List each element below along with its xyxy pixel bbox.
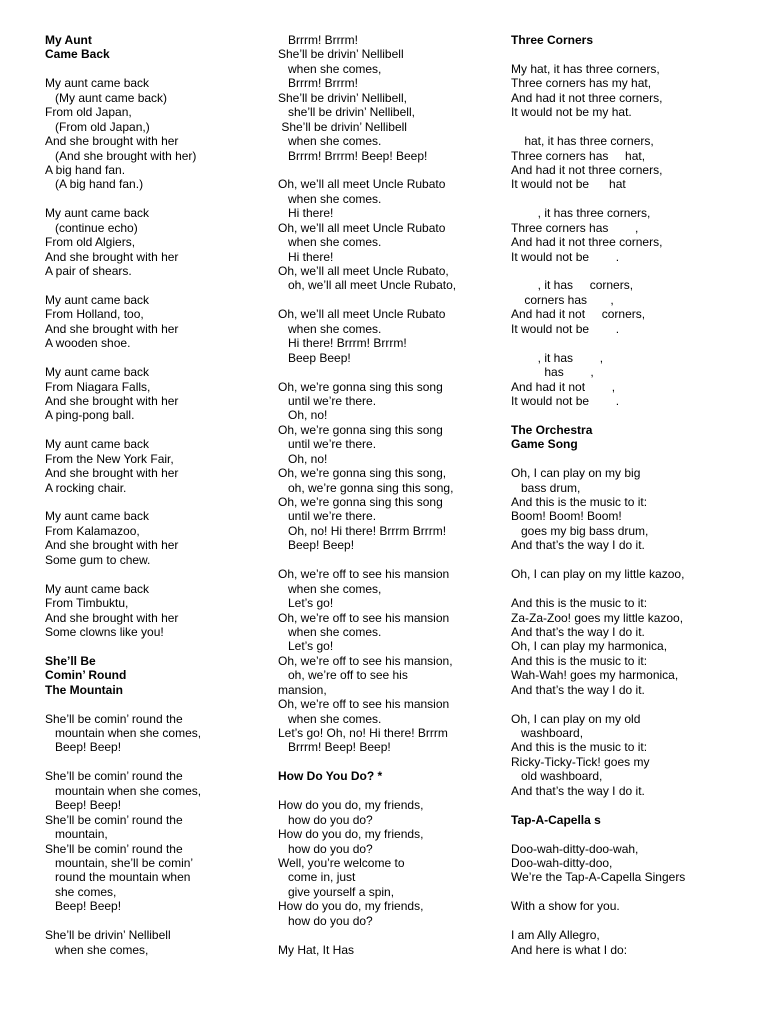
lyric-line: Oh, I can play my harmonica, [511, 639, 668, 654]
lyric-line: And had it not , [511, 379, 616, 394]
lyric-line: , it has , [511, 350, 604, 365]
blank-line [278, 553, 493, 567]
lyric-line: A pair of shears. [45, 264, 132, 278]
lyric-line: She’ll be drivin’ Nellibell [278, 119, 407, 134]
lyric-line: Three corners has my hat, [511, 76, 652, 91]
lyric-line: Oh, I can play on my big [511, 466, 641, 481]
lyric-line: mansion, [278, 682, 327, 697]
blank-line [45, 351, 260, 365]
lyric-line: round the mountain when [45, 870, 191, 885]
blank-line [278, 928, 493, 942]
lyric-line: Oh, we’re gonna sing this song, [278, 466, 447, 481]
lyric-line: has , [511, 365, 594, 380]
column-right [511, 33, 751, 957]
lyric-line: mountain, [45, 827, 108, 842]
song-title: How Do You Do? * [278, 769, 383, 784]
lyric-line: hat, it has three corners, [511, 134, 654, 149]
lyric-line: And she brought with her [45, 466, 179, 481]
lyric-line: washboard, [511, 726, 584, 740]
lyric-line: she’ll be drivin’ Nellibell, [278, 105, 415, 120]
lyric-line: Ricky-Ticky-Tick! goes my [511, 754, 650, 769]
lyric-line: And that’s the way I do it. [511, 538, 645, 553]
blank-line [45, 423, 260, 437]
blank-line [278, 163, 493, 177]
lyric-line: Hi there! [278, 249, 334, 264]
lyric-line: Beep Beep! [278, 350, 351, 365]
lyric-line: And that’s the way I do it. [511, 624, 645, 639]
lyric-line: With a show for you. [511, 899, 620, 914]
song-title: My Aunt [45, 33, 92, 47]
lyric-line: And had it not corners, [511, 307, 646, 322]
lyric-line: And she brought with her [45, 134, 179, 149]
lyric-line: until we’re there. [278, 393, 377, 408]
blank-line [511, 885, 751, 899]
blank-line [511, 120, 751, 134]
lyric-line: when she comes, [278, 61, 382, 76]
lyric-line: Oh, I can play on my little kazoo, [511, 567, 685, 582]
lyric-line: Some gum to chew. [45, 552, 151, 567]
lyric-line: I am Ally Allegro, [511, 928, 600, 943]
lyric-line: Hi there! [278, 206, 334, 221]
lyric-line: Beep! Beep! [45, 899, 122, 914]
blank-line [45, 755, 260, 769]
lyric-line: Hi there! Brrrm! Brrrm! [278, 336, 407, 351]
lyric-line: My aunt came back [45, 365, 150, 380]
lyric-line: Let’s go! [278, 639, 334, 654]
song-title: The Mountain [45, 682, 123, 697]
blank-line [45, 192, 260, 206]
blank-line [511, 264, 751, 278]
lyric-line: It would not be my hat. [511, 105, 632, 120]
lyric-line: mountain, she’ll be comin’ [45, 855, 194, 870]
lyric-line: Beep! Beep! [278, 538, 355, 553]
lyric-line: And she brought with her [45, 610, 179, 625]
lyric-line: And this is the music to it: [511, 596, 648, 611]
lyric-line: oh, we’ll all meet Uncle Rubato, [278, 278, 457, 293]
lyric-line: (From old Japan,) [45, 119, 150, 134]
lyric-line: (And she brought with her) [45, 148, 197, 163]
song-title: She’ll Be [45, 653, 96, 668]
lyric-line: Beep! Beep! [45, 740, 122, 755]
lyric-line: Oh, we’re off to see his mansion [278, 567, 450, 582]
lyric-line: Oh, I can play on my old [511, 711, 641, 726]
lyric-line: when she comes. [278, 191, 382, 206]
blank-line [45, 639, 260, 653]
song-title: The Orchestra [511, 422, 593, 437]
lyric-line: Doo-wah-ditty-doo, [511, 855, 613, 870]
lyric-line: A ping-pong ball. [45, 408, 135, 423]
lyric-line: when she comes. [278, 235, 382, 250]
lyric-line: And had it not three corners, [511, 235, 663, 250]
lyric-line: Let’s go! [278, 596, 334, 611]
lyric-line: From Timbuktu, [45, 596, 129, 611]
lyric-line: It would not be . [511, 249, 620, 264]
column-left [45, 33, 260, 957]
lyric-line: From the New York Fair, [45, 451, 174, 466]
lyric-line: And that’s the way I do it. [511, 783, 645, 798]
lyric-line: Brrrm! Brrrm! [278, 33, 358, 47]
blank-line [45, 914, 260, 928]
blank-line [278, 784, 493, 798]
lyric-line: My aunt came back [45, 76, 150, 91]
lyric-line: Oh, we’re gonna sing this song [278, 379, 443, 394]
lyric-line: My Hat, It Has [278, 942, 355, 957]
lyric-line: until we’re there. [278, 437, 377, 452]
lyric-line: Oh, we’ll all meet Uncle Rubato [278, 307, 446, 322]
blank-line [511, 914, 751, 928]
lyric-line: when she comes. [278, 134, 382, 149]
lyric-line: From Niagara Falls, [45, 379, 151, 394]
lyric-line: It would not be hat [511, 177, 626, 192]
lyric-line: Wah-Wah! goes my harmonica, [511, 668, 679, 683]
lyric-line: How do you do, my friends, [278, 827, 424, 842]
song-title: Comin’ Round [45, 668, 127, 683]
lyric-line: And had it not three corners, [511, 162, 663, 177]
blank-line [511, 798, 751, 812]
lyric-line: Brrrm! Brrrm! [278, 76, 358, 91]
lyric-line: Oh, we’re off to see his mansion, [278, 653, 453, 668]
lyric-line: My aunt came back [45, 509, 150, 524]
blank-line [278, 365, 493, 379]
lyric-line: She’ll be comin’ round the [45, 769, 183, 784]
lyric-line: Some clowns like you! [45, 624, 164, 639]
lyric-line: mountain when she comes, [45, 783, 202, 798]
lyric-line: How do you do, my friends, [278, 798, 424, 813]
lyric-line: She’ll be comin’ round the [45, 711, 183, 726]
blank-line [511, 827, 751, 841]
lyric-line: Beep! Beep! [45, 798, 122, 813]
lyric-line: A wooden shoe. [45, 336, 131, 351]
lyric-line: And this is the music to it: [511, 653, 648, 668]
lyric-line: when she comes, [278, 581, 382, 596]
lyric-line: until we’re there. [278, 509, 377, 524]
lyric-line: give yourself a spin, [278, 884, 395, 899]
lyric-line: when she comes. [278, 624, 382, 639]
blank-line [511, 582, 751, 596]
lyric-line: And this is the music to it: [511, 495, 648, 509]
blank-line [45, 567, 260, 581]
lyric-line: when she comes, [45, 942, 149, 957]
lyric-line: She’ll be drivin’ Nellibell, [278, 90, 407, 105]
lyric-line: how do you do? [278, 841, 373, 856]
lyric-line: when she comes. [278, 711, 382, 726]
lyric-line: Brrrm! Beep! Beep! [278, 740, 391, 755]
lyric-line: My aunt came back [45, 581, 150, 596]
lyric-line: Three corners has hat, [511, 148, 646, 163]
lyric-line: Let’s go! Oh, no! Hi there! Brrrm [278, 726, 448, 740]
lyric-line: how do you do? [278, 812, 373, 827]
lyric-line: Boom! Boom! Boom! [511, 509, 622, 524]
lyric-line: She’ll be comin’ round the [45, 841, 183, 856]
blank-line [511, 697, 751, 711]
lyric-line: She’ll be drivin’ Nellibell [278, 47, 404, 62]
song-title: Three Corners [511, 33, 594, 47]
song-title: Tap-A-Capella s [511, 812, 601, 827]
lyric-line: From Kalamazoo, [45, 523, 140, 538]
lyric-line: goes my big bass drum, [511, 523, 649, 538]
lyric-line: My aunt came back [45, 292, 150, 307]
lyric-line: Oh, no! [278, 451, 328, 466]
lyric-line: oh, we’re gonna sing this song, [278, 480, 454, 495]
lyric-line: How do you do, my friends, [278, 899, 424, 914]
lyric-line: (continue echo) [45, 220, 138, 235]
lyric-line: And she brought with her [45, 538, 179, 553]
blank-line [511, 553, 751, 567]
lyric-line: Oh, no! Hi there! Brrrm Brrrm! [278, 523, 447, 538]
lyric-line: My aunt came back [45, 437, 150, 452]
lyric-line: She’ll be drivin’ Nellibell [45, 928, 171, 943]
lyric-line: , it has corners, [511, 278, 634, 293]
blank-line [45, 62, 260, 76]
column-middle [278, 33, 493, 957]
lyric-line: And here is what I do: [511, 942, 628, 957]
lyric-line: Za-Za-Zoo! goes my little kazoo, [511, 610, 684, 625]
lyric-line: (My aunt came back) [45, 90, 168, 105]
lyric-line: Oh, we’ll all meet Uncle Rubato, [278, 264, 449, 278]
lyric-line: And had it not three corners, [511, 90, 663, 105]
song-title: Game Song [511, 437, 578, 452]
lyric-line: And she brought with her [45, 393, 179, 408]
lyric-line: She’ll be comin’ round the [45, 812, 183, 827]
lyric-line: And she brought with her [45, 249, 179, 264]
lyric-line: Oh, we’ll all meet Uncle Rubato [278, 177, 446, 192]
lyric-line: , it has three corners, [511, 206, 651, 221]
blank-line [278, 293, 493, 307]
blank-line [278, 755, 493, 769]
lyric-line: And that’s the way I do it. [511, 682, 645, 697]
blank-line [511, 336, 751, 350]
lyric-line: A rocking chair. [45, 480, 127, 495]
lyric-line: (A big hand fan.) [45, 177, 144, 192]
lyric-line: Oh, we’re off to see his mansion [278, 610, 450, 625]
lyric-line: Oh, we’re off to see his mansion [278, 697, 450, 712]
lyric-line: And this is the music to it: [511, 740, 648, 755]
lyric-line: come in, just [278, 870, 356, 885]
lyric-line: My aunt came back [45, 206, 150, 221]
lyric-line: old washboard, [511, 769, 603, 784]
blank-line [511, 408, 751, 422]
lyric-line: My hat, it has three corners, [511, 61, 660, 76]
lyric-line: And she brought with her [45, 321, 179, 336]
lyric-line: From Holland, too, [45, 307, 144, 322]
blank-line [45, 697, 260, 711]
lyric-line: A big hand fan. [45, 162, 126, 177]
lyric-line: Brrrm! Brrrm! Beep! Beep! [278, 148, 428, 163]
blank-line [45, 278, 260, 292]
lyric-line: oh, we’re off to see his [278, 668, 408, 683]
lyric-line: Well, you’re welcome to [278, 855, 405, 870]
lyric-line: corners has , [511, 292, 614, 307]
blank-line [511, 452, 751, 466]
lyric-line: From old Algiers, [45, 235, 136, 250]
blank-line [45, 495, 260, 509]
lyric-line: mountain when she comes, [45, 726, 202, 740]
lyric-line: bass drum, [511, 480, 581, 495]
lyric-line: Doo-wah-ditty-doo-wah, [511, 841, 639, 856]
lyric-line: Oh, we’re gonna sing this song [278, 495, 443, 509]
lyric-line: when she comes. [278, 321, 382, 336]
blank-line [511, 192, 751, 206]
lyric-line: We’re the Tap-A-Capella Singers [511, 870, 686, 885]
lyric-line: From old Japan, [45, 105, 132, 120]
lyric-line: It would not be . [511, 321, 620, 336]
lyric-line: Oh, we’ll all meet Uncle Rubato [278, 220, 446, 235]
lyric-line: Three corners has , [511, 220, 639, 235]
blank-line [511, 47, 751, 61]
lyric-line: how do you do? [278, 913, 373, 928]
song-title: Came Back [45, 47, 110, 62]
lyric-line: It would not be . [511, 393, 620, 408]
lyric-line: she comes, [45, 884, 117, 899]
lyric-line: Oh, we’re gonna sing this song [278, 422, 443, 437]
lyric-line: Oh, no! [278, 408, 328, 423]
